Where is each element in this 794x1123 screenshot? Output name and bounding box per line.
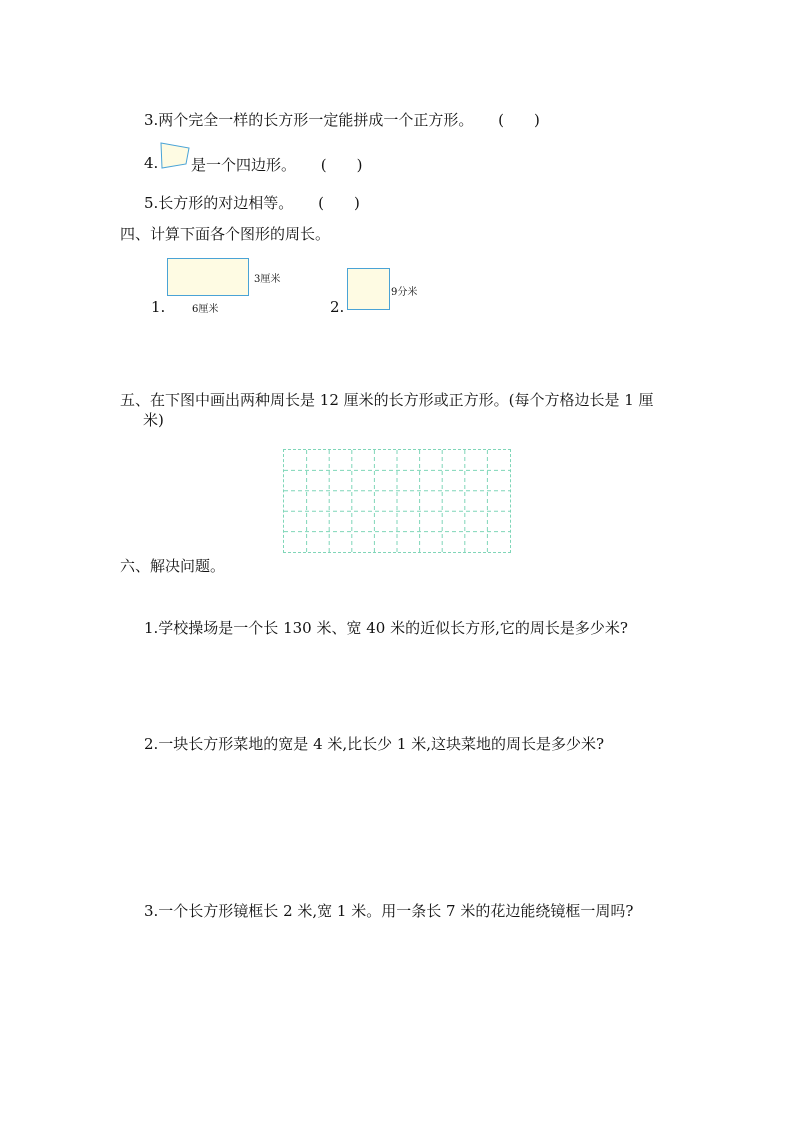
question-3 [144, 109, 540, 130]
question-4-number: 4. [144, 154, 159, 172]
quadrilateral-figure [159, 142, 191, 170]
answer-bracket: ( ) [318, 194, 360, 212]
grid-lines [284, 450, 510, 552]
square-side-label: 9分米 [391, 287, 418, 298]
answer-bracket: ( ) [498, 111, 540, 129]
question-5 [144, 192, 360, 213]
problem-3: 3.一个长方形镜框长 2 米,宽 1 米。用一条长 7 米的花边能绕镜框一周吗? [144, 902, 634, 920]
figure-1-number: 1. [151, 298, 166, 316]
rectangle-height-label: 3厘米 [254, 274, 281, 285]
problem-1: 1.学校操场是一个长 130 米、宽 40 米的近似长方形,它的周长是多少米? [144, 619, 628, 637]
section-4-title: 四、计算下面各个图形的周长。 [120, 225, 331, 243]
question-4 [144, 154, 158, 172]
figure-2-number: 2. [330, 298, 345, 316]
question-4-text: 是一个四边形。 [191, 156, 297, 174]
answer-bracket: ( ) [320, 156, 363, 174]
section-5-title-continued: 米) [143, 411, 164, 429]
question-4-statement [191, 154, 363, 175]
section-5-title: 五、在下图中画出两种周长是 12 厘米的长方形或正方形。(每个方格边长是 1 厘 [120, 391, 654, 409]
question-3-text: 3.两个完全一样的长方形一定能拼成一个正方形。 [144, 111, 474, 129]
problem-2: 2.一块长方形菜地的宽是 4 米,比长少 1 米,这块菜地的周长是多少米? [144, 735, 605, 753]
rectangle-figure [167, 258, 249, 296]
section-6-title: 六、解决问题。 [120, 557, 226, 575]
question-5-text: 5.长方形的对边相等。 [144, 194, 294, 212]
square-figure [347, 268, 390, 310]
rectangle-width-label: 6厘米 [192, 304, 219, 315]
drawing-grid[interactable] [283, 449, 511, 553]
